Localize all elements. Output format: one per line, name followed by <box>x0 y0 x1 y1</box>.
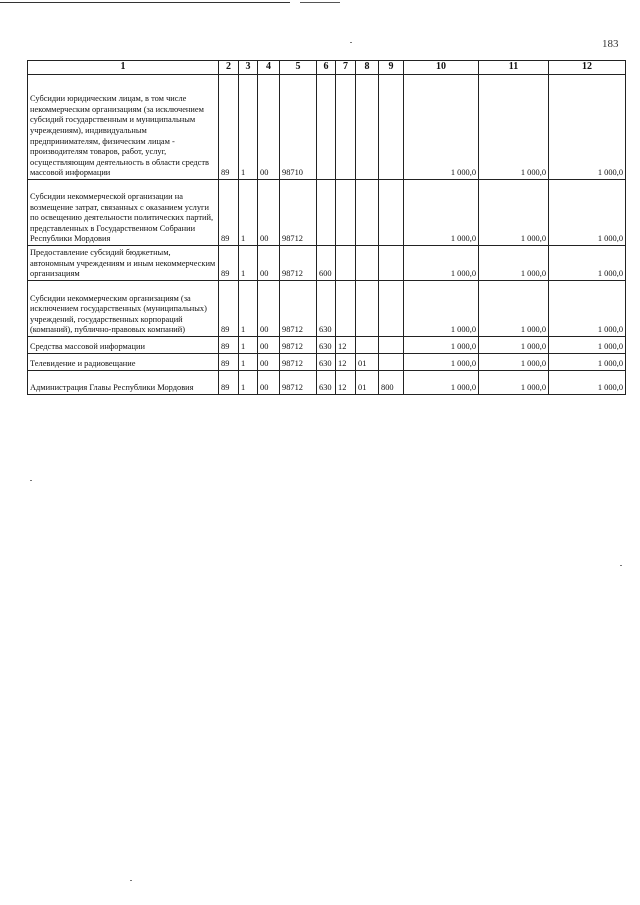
cell-col10: 1 000,0 <box>404 180 479 246</box>
cell-col9 <box>379 281 404 337</box>
cell-col9: 800 <box>379 371 404 395</box>
cell-col12: 1 000,0 <box>549 75 626 180</box>
cell-name: Субсидии юридическим лицам, в том числе некоммерческим организациям (за исключением субсидий государственным и муниципальным учреждениям), индивидуальным предпринимателям, физическим лицам - производителям товаров, работ, услуг, осуществляющим деятельность в области средств массовой информации <box>28 75 219 180</box>
cell-col11: 1 000,0 <box>479 180 549 246</box>
page-number: 183 <box>602 38 619 50</box>
cell-col5: 98712 <box>280 337 317 354</box>
cell-col8 <box>356 180 379 246</box>
cell-col6 <box>317 180 336 246</box>
cell-col3: 1 <box>239 281 258 337</box>
cell-col10: 1 000,0 <box>404 75 479 180</box>
cell-col3: 1 <box>239 246 258 281</box>
cell-col5: 98712 <box>280 246 317 281</box>
table-row <box>28 354 626 371</box>
cell-col12: 1 000,0 <box>549 371 626 395</box>
cell-col4: 00 <box>258 354 280 371</box>
cell-col7: 12 <box>336 354 356 371</box>
cell-col5: 98712 <box>280 180 317 246</box>
col-header-2: 2 <box>219 61 239 75</box>
cell-col7 <box>336 180 356 246</box>
cell-col3: 1 <box>239 75 258 180</box>
scan-edge-line-short <box>300 2 340 3</box>
cell-name: Субсидии некоммерческой организации на возмещение затрат, связанных с оказанием услуги по освещению деятельности политических партий, представленных в Государственном Собрании Республики Мордовия <box>28 180 219 246</box>
cell-col10: 1 000,0 <box>404 281 479 337</box>
cell-col7 <box>336 75 356 180</box>
col-header-6: 6 <box>317 61 336 75</box>
cell-col12: 1 000,0 <box>549 337 626 354</box>
col-header-9: 9 <box>379 61 404 75</box>
table-row <box>28 180 626 246</box>
cell-col7 <box>336 281 356 337</box>
cell-col11: 1 000,0 <box>479 337 549 354</box>
cell-col12: 1 000,0 <box>549 281 626 337</box>
col-header-5: 5 <box>280 61 317 75</box>
cell-col6: 630 <box>317 337 336 354</box>
cell-col6: 630 <box>317 281 336 337</box>
col-header-12: 12 <box>549 61 626 75</box>
scan-speck <box>620 565 622 566</box>
cell-col4: 00 <box>258 75 280 180</box>
cell-col9 <box>379 180 404 246</box>
cell-col11: 1 000,0 <box>479 75 549 180</box>
col-header-3: 3 <box>239 61 258 75</box>
cell-ministry-code: 89 <box>219 371 239 395</box>
cell-col10: 1 000,0 <box>404 246 479 281</box>
cell-ministry-code: 89 <box>219 337 239 354</box>
scan-speck <box>350 42 352 43</box>
table-row <box>28 337 626 354</box>
cell-col10: 1 000,0 <box>404 354 479 371</box>
cell-name: Администрация Главы Республики Мордовия <box>28 371 219 395</box>
cell-col11: 1 000,0 <box>479 246 549 281</box>
scan-speck <box>30 480 32 481</box>
cell-col4: 00 <box>258 371 280 395</box>
cell-col6 <box>317 75 336 180</box>
cell-col7: 12 <box>336 371 356 395</box>
col-header-1: 1 <box>28 61 219 75</box>
cell-col4: 00 <box>258 246 280 281</box>
col-header-10: 10 <box>404 61 479 75</box>
cell-col12: 1 000,0 <box>549 180 626 246</box>
cell-name: Телевидение и радиовещание <box>28 354 219 371</box>
cell-col4: 00 <box>258 180 280 246</box>
table-row <box>28 281 626 337</box>
cell-ministry-code: 89 <box>219 281 239 337</box>
cell-col10: 1 000,0 <box>404 337 479 354</box>
cell-col8 <box>356 337 379 354</box>
cell-col11: 1 000,0 <box>479 371 549 395</box>
col-header-11: 11 <box>479 61 549 75</box>
cell-col8 <box>356 246 379 281</box>
cell-col4: 00 <box>258 281 280 337</box>
cell-col5: 98712 <box>280 354 317 371</box>
col-header-8: 8 <box>356 61 379 75</box>
cell-ministry-code: 89 <box>219 246 239 281</box>
cell-col8: 01 <box>356 371 379 395</box>
cell-col5: 98710 <box>280 75 317 180</box>
cell-col10: 1 000,0 <box>404 371 479 395</box>
col-header-4: 4 <box>258 61 280 75</box>
table-row <box>28 75 626 180</box>
cell-col11: 1 000,0 <box>479 281 549 337</box>
scan-edge-line <box>0 2 290 3</box>
cell-col12: 1 000,0 <box>549 354 626 371</box>
cell-col8 <box>356 281 379 337</box>
cell-col7 <box>336 246 356 281</box>
cell-col3: 1 <box>239 371 258 395</box>
cell-col3: 1 <box>239 180 258 246</box>
cell-col8: 01 <box>356 354 379 371</box>
table-row <box>28 371 626 395</box>
cell-ministry-code: 89 <box>219 354 239 371</box>
cell-name: Средства массовой информации <box>28 337 219 354</box>
cell-col6: 630 <box>317 371 336 395</box>
budget-table <box>27 60 626 395</box>
cell-col8 <box>356 75 379 180</box>
col-header-7: 7 <box>336 61 356 75</box>
cell-col9 <box>379 246 404 281</box>
cell-col11: 1 000,0 <box>479 354 549 371</box>
scan-speck <box>130 880 132 881</box>
cell-ministry-code: 89 <box>219 75 239 180</box>
cell-col5: 98712 <box>280 371 317 395</box>
cell-col4: 00 <box>258 337 280 354</box>
cell-col9 <box>379 337 404 354</box>
cell-col6: 630 <box>317 354 336 371</box>
cell-col7: 12 <box>336 337 356 354</box>
cell-col9 <box>379 354 404 371</box>
cell-col3: 1 <box>239 354 258 371</box>
cell-name: Субсидии некоммерческим организациям (за исключением государственных (муниципальных) учреждений, государственных корпораций (компаний), публично-правовых компаний) <box>28 281 219 337</box>
cell-ministry-code: 89 <box>219 180 239 246</box>
header-row <box>28 61 626 75</box>
cell-name: Предоставление субсидий бюджетным, автономным учреждениям и иным некоммерческим организациям <box>28 246 219 281</box>
cell-col12: 1 000,0 <box>549 246 626 281</box>
cell-col9 <box>379 75 404 180</box>
cell-col5: 98712 <box>280 281 317 337</box>
cell-col6: 600 <box>317 246 336 281</box>
cell-col3: 1 <box>239 337 258 354</box>
table-row <box>28 246 626 281</box>
